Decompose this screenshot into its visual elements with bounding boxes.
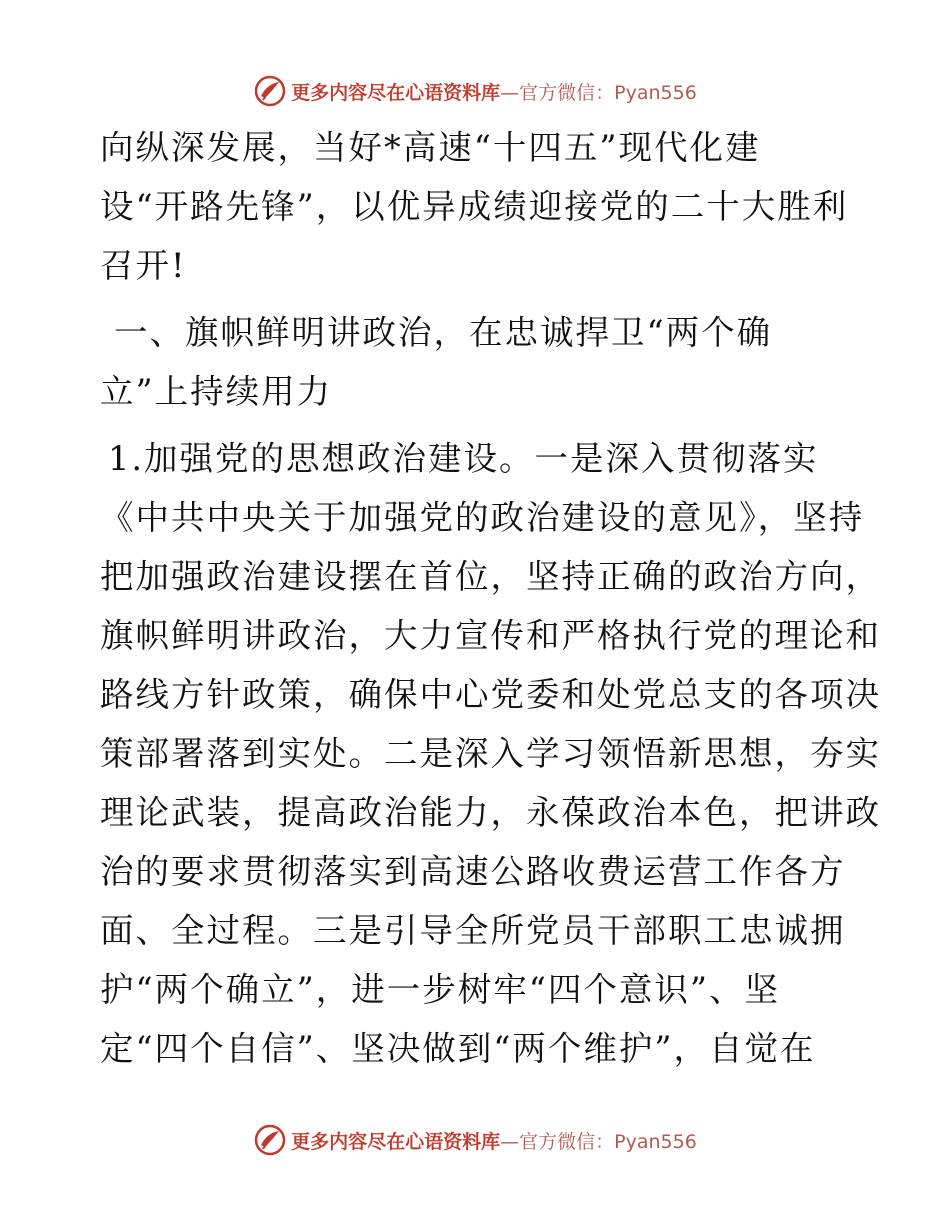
text-line: 理论武装，提高政治能力，永葆政治本色，把讲政	[100, 793, 881, 832]
footer-brand-text: 更多内容尽在心语资料库	[291, 1130, 501, 1153]
pen-logo-icon	[253, 1123, 287, 1157]
text-line: 《中共中央关于加强党的政治建设的意见》，坚持	[100, 498, 865, 537]
text-line: 1.加强党的思想政治建设。一是深入贯彻落实	[108, 439, 819, 478]
paragraph-main	[100, 429, 881, 1078]
paragraph-intro	[100, 118, 860, 295]
footer-official-text: 官方微信：Pyan556	[519, 1130, 697, 1153]
text-line: 定“四个自信”、坚决做到“两个维护”，自觉在	[100, 1029, 816, 1068]
header-banner-text	[291, 78, 697, 105]
text-line: 路线方针政策，确保中心党委和处党总支的各项决	[100, 675, 881, 714]
text-line: 设“开路先锋”，以优异成绩迎接党的二十大胜利	[100, 187, 849, 226]
header-official-text: 官方微信：Pyan556	[519, 81, 697, 104]
heading-line: 一、旗帜鲜明讲政治，在忠诚捍卫“两个确	[114, 313, 773, 352]
section-heading	[100, 303, 860, 421]
text-line: 召开!	[100, 246, 187, 285]
document-body	[100, 118, 881, 1078]
header-banner	[0, 71, 950, 111]
pen-logo-icon	[253, 74, 287, 108]
text-line: 面、全过程。三是引导全所党员干部职工忠诚拥	[100, 911, 846, 950]
text-line: 向纵深发展，当好*高速“十四五”现代化建	[100, 128, 761, 167]
footer-banner	[0, 1120, 950, 1160]
header-separator: —	[500, 81, 520, 104]
text-line: 护“两个确立”，进一步树牢“四个意识”、坚	[100, 970, 781, 1009]
text-line: 策部署落到实处。二是深入学习领悟新思想，夯实	[100, 734, 881, 773]
text-line: 把加强政治建设摆在首位，坚持正确的政治方向，	[100, 557, 881, 596]
footer-separator: —	[500, 1130, 520, 1153]
header-brand-text: 更多内容尽在心语资料库	[291, 81, 501, 104]
text-line: 治的要求贯彻落实到高速公路收费运营工作各方	[100, 852, 846, 891]
footer-banner-text	[291, 1127, 697, 1154]
text-line: 旗帜鲜明讲政治，大力宣传和严格执行党的理论和	[100, 616, 881, 655]
heading-line: 立”上持续用力	[100, 372, 333, 411]
